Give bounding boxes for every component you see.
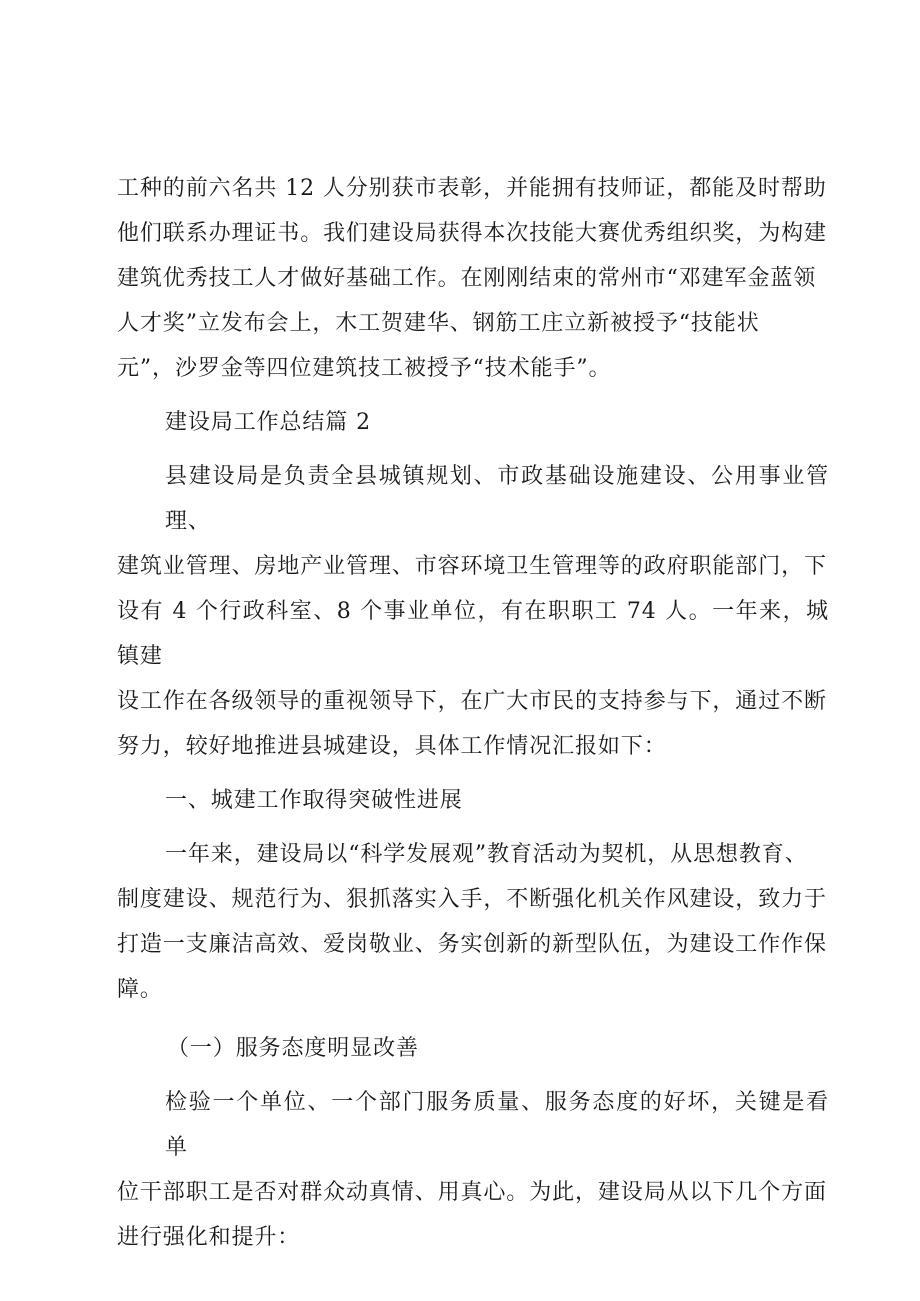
paragraph-awards <box>117 166 829 391</box>
text-line: 位干部职工是否对群众动真情、用真心。为此，建设局从以下几个方面 <box>117 1180 827 1205</box>
text-line: 设工作在各级领导的重视领导下，在广大市民的支持参与下，通过不断 <box>117 689 827 714</box>
text-line: 进行强化和提升： <box>117 1225 301 1250</box>
text-line: 一年来，建设局以“科学发展观”教育活动为契机，从思想教育、 <box>165 842 808 867</box>
text-line: 障。 <box>117 977 163 1002</box>
text-line: 工种的前六名共 12 人分别获市表彰，并能拥有技师证，都能及时帮助 <box>117 176 827 201</box>
heading-level-2: （一）服务态度明显改善 <box>167 1036 419 1061</box>
text-line: 设有 4 个行政科室、8 个事业单位，有在职职工 74 人。一年来，城镇建 <box>117 599 829 669</box>
paragraph-intro <box>117 454 829 769</box>
text-line: 他们联系办理证书。我们建设局获得本次技能大赛优秀组织奖，为构建 <box>117 221 827 246</box>
document-body <box>117 166 829 1260</box>
paragraph-heading-2 <box>117 1080 829 1260</box>
section-title: 建设局工作总结篇 2 <box>165 410 371 435</box>
text-line: 努力，较好地推进县城建设，具体工作情况汇报如下： <box>117 734 667 759</box>
text-line: 元”，沙罗金等四位建筑技工被授予“技术能手”。 <box>117 356 612 381</box>
text-line: 打造一支廉洁高效、爱岗敬业、务实创新的新型队伍，为建设工作作保 <box>117 932 827 957</box>
text-line: 县建设局是负责全县城镇规划、市政基础设施建设、公用事业管理、 <box>165 464 829 534</box>
text-line: 人才奖”立发布会上，木工贺建华、钢筋工庄立新被授予“技能状 <box>117 311 760 336</box>
text-line: 建筑业管理、房地产业管理、市容环境卫生管理等的政府职能部门，下 <box>117 554 827 579</box>
heading-level-1: 一、城建工作取得突破性进展 <box>165 788 463 813</box>
text-line: 检验一个单位、一个部门服务质量、服务态度的好坏，关键是看单 <box>165 1090 829 1160</box>
paragraph-heading-1 <box>117 832 829 1012</box>
text-line: 建筑优秀技工人才做好基础工作。在刚刚结束的常州市“邓建军金蓝领 <box>117 266 817 291</box>
text-line: 制度建设、规范行为、狠抓落实入手，不断强化机关作风建设，致力于 <box>117 887 827 912</box>
